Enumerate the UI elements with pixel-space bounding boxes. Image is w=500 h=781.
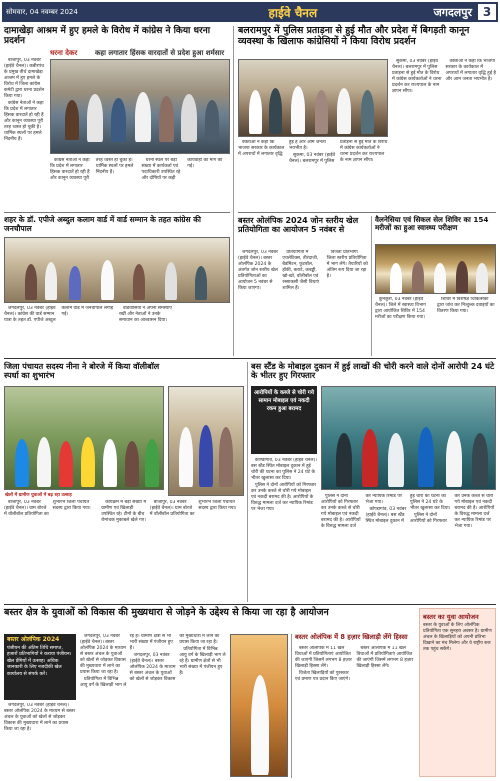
bottom-left-box [4, 634, 76, 700]
theft-para: कोण्डागांव, 03 नवंबर (हाईवे चैनल)। बस स्टैंड स्थित मोबाइल दुकान में हुई चोरी की घटना का पुलिस ने 24 घंटे के भीतर खुलासा कर दिया। [251, 458, 317, 481]
bastar-olympic-para: प्रतियोगिता में एथलेटिक्स, तीरंदाजी, बैडमिंटन, फुटबॉल, हॉकी, कराटे, कबड्डी, खो-खो, वॉलीबॉल एवं रस्साकसी जैसी विधाएं शामिल हैं। [282, 250, 320, 291]
bastar-olympic-para: विजेता प्रतिभागी जिला स्तरीय प्रतियोगिता में भाग लेंगे। तैयारियों को अंतिम रूप दिया जा रहा है। [326, 250, 368, 279]
sidebar-box [419, 608, 496, 777]
volleyball-photo [4, 386, 164, 490]
bottom-right-para: बस्तर ओलंपिक में 11 खेल विधाओं में प्रतियोगिताएं आयोजित की जाएंगी जिसमें लगभग 8 हज़ार खिलाड़ी हिस्सा लेंगे। [295, 646, 352, 669]
right-story-continuation [238, 140, 388, 210]
right-story-headline: बलरामपुर में पुलिस प्रताड़ना से हुई मौत और प्रदेश में बिगड़ती कानून व्यवस्था के खिलाफ कांग्रेसियों ने किया विरोध प्रदर्शन [238, 25, 470, 47]
theft-callout: आरोपियों के कब्जे से चोरी गये सामान मोबाइल एवं नकदी रकम हुआ बरामद [251, 386, 317, 454]
theft-para: पुलिस ने दोनों आरोपियों को गिरफ्तार कर उनके कब्जे से चोरी गये मोबाइल एवं नकदी बरामद की है। आरोपियों के विरुद्ध मामला दर्ज कर न्यायिक रिमांड पर भेजा गया। [410, 494, 495, 529]
health-camp-photo [375, 244, 496, 294]
volleyball-caption: खेलों में ग्रामीण युवाओं में बढ़ रहा उत्साह [4, 491, 164, 499]
shahar-story-headline: शहर के डॉ. एपीजे अब्दुल कलाम वार्ड में वार्ड सम्मान के तहत कांग्रेस की जनचौपाल [4, 215, 201, 233]
bottom-left-photo [230, 634, 288, 777]
right-story-body [392, 59, 496, 219]
volleyball-headline: जिला पंचायत सदस्य नीना ने बोरजे में किया वॉलीबॉल स्पर्धा का शुभारंभ [4, 362, 160, 381]
sidebar-box-text: बस्तर के युवाओं के लिए ओलंपिक प्रतियोगिता एक सुनहरा अवसर है। ग्रामीण अंचल के खिलाड़ियों को अपनी प्रतिभा दिखाने का मंच मिलेगा और वे राष्ट्रीय स्तर तक पहुंच सकेंगे। [423, 623, 492, 652]
bottom-left-box-title: बस्तर ओलंपिक 2024 [7, 636, 60, 643]
shahar-story-para: वार्डवासियों ने अपनी समस्याएं रखीं और नेताओं ने उनके समाधान का आश्वासन दिया। [119, 306, 172, 323]
right-story-para: वक्ताओं ने कहा कि भाजपा सरकार के कार्यकाल में अपराधों में लगातार वृद्धि हुई है और आम जनता भयभीत है। [445, 59, 496, 82]
left-story-continuation [50, 158, 230, 210]
shahar-story-para: जगदलपुर, 03 नवंबर (हाईवे चैनल)। कांग्रेस की वार्ड सम्मान यात्रा के तहत डॉ. एपीजे अब्दुल कलाम वार्ड में जनचौपाल लगाई गई। [4, 306, 113, 323]
health-camp-para: कुनकुरी, 03 नवंबर (हाईवे चैनल)। जिले में स्वास्थ्य विभाग द्वारा आयोजित शिविर में 154 मरीजों का परीक्षण किया गया। [375, 297, 426, 320]
bottom-left-headline: बस्तर क्षेत्र के युवाओं को विकास की मुख्यधारा से जोड़ने के उद्देश्य से किया जा रहा है आयोजन [4, 607, 329, 618]
left-story-para: कांग्रेस नेताओं ने कहा कि प्रदेश में लगातार हिंसक वारदातें हो रही हैं और कानून व्यवस्था पूरी तरह ध्वस्त हो चुकी है। धार्मिक स्थलों पर हमले निंदनीय हैं। [4, 101, 44, 142]
health-camp-body [375, 297, 496, 355]
left-story-para: कांग्रेस नेताओं ने कहा कि प्रदेश में लगातार हिंसक वारदातें हो रही हैं और कानून व्यवस्था पूरी तरह ध्वस्त हो चुकी है। धार्मिक स्थलों पर हमले निंदनीय हैं। [50, 158, 134, 181]
divider [4, 358, 496, 359]
bottom-left-body [80, 634, 226, 777]
volleyball-photo-2 [168, 386, 244, 496]
column-divider [233, 26, 234, 356]
divider [238, 212, 496, 213]
theft-para: पुलिस ने दोनों आरोपियों को गिरफ्तार कर उनके कब्जे से चोरी गये मोबाइल एवं नकदी बरामद की है। आरोपियों के विरुद्ध मामला दर्ज कर न्यायिक रिमांड पर भेजा गया। [251, 483, 317, 512]
column-divider [291, 634, 292, 778]
page-number: 3 [478, 4, 496, 20]
health-camp-headline: वैलनेसिया एवं सिकल सेल शिविर का 154 मरीजों का हुआ स्वास्थ्य परीक्षण [375, 215, 489, 233]
bottom-left-para: जगदलपुर, 03 नवंबर (हाईवे चैनल)। बस्तर ओलंपिक 2024 के माध्यम से बस्तर अंचल के युवाओं को खेलों से जोड़कर विकास की मुख्यधारा में लाने का प्रयास किया जा रहा है। [4, 703, 76, 732]
shahar-story-photo [4, 237, 230, 303]
edition-date: सोमवार, 04 नवम्बर 2024 [6, 7, 78, 16]
left-story-photo [50, 59, 230, 154]
right-story-para: वक्ताओं ने कहा कि भाजपा सरकार के कार्यकाल में अपराधों में लगातार वृद्धि हुई है और आम जनता भयभीत है। [238, 140, 326, 157]
left-story-para: धरना स्थल पर बड़ी संख्या में कार्यकर्ता एवं पदाधिकारी उपस्थित रहे और दोषियों पर कड़ी कार्यवाही की मांग की गई। [141, 158, 223, 181]
left-story-sub-left: धरना देकर [50, 49, 78, 57]
divider [4, 604, 496, 605]
bottom-left-para: प्रतियोगिता में विभिन्न आयु वर्ग के खिलाड़ी भाग ले रहे हैं। ग्रामीण क्षेत्रों से भी भारी संख्या में पंजीयन हुए हैं। [80, 634, 173, 688]
left-story-sub-right: कहा लगातार हिंसक वारदातों से प्रदेश हुआ शर्मसार [95, 49, 225, 57]
right-story-para: सुकमा, 03 नवंबर (हाईवे चैनल)। बलरामपुर में पुलिस प्रताड़ना से हुई मौत के विरोध में कांग्रेस कार्यकर्ताओं ने धरना प्रदर्शन कर राज्यपाल के नाम ज्ञापन सौंपा। [392, 59, 442, 94]
bastar-olympic-para: जगदलपुर, 03 नवंबर (हाईवे चैनल)। बस्तर ओलंपिक 2024 के अंतर्गत जोन स्तरीय खेल प्रतियोगिताओं का आयोजन 5 नवंबर से किया जाएगा। [238, 250, 278, 291]
theft-para: पुलिस ने दोनों आरोपियों को गिरफ्तार कर उनके कब्जे से चोरी गये मोबाइल एवं नकदी बरामद की है। आरोपियों के विरुद्ध मामला दर्ज कर न्यायिक रिमांड पर भेजा गया। [321, 494, 402, 529]
health-camp-para: शिविर में विशेषज्ञ चिकित्सकों द्वारा जांच कर निःशुल्क दवाइयों का वितरण किया गया। [437, 297, 495, 314]
edition-city: जगदलपुर [433, 5, 472, 19]
left-story-headline: दामाखेड़ा आश्रम में हुए हमले के विरोध में कांग्रेस ने किया धरना प्रदर्शन [4, 26, 211, 47]
bastar-olympic-body [238, 250, 368, 354]
right-story-photo [238, 59, 388, 137]
theft-body-col1 [251, 458, 317, 600]
theft-body-col2 [321, 494, 496, 600]
volleyball-body [4, 500, 244, 600]
bottom-left-box-text: पंजीयन की अंतिम तिथि समाप्त, हजारों प्रतिभागियों ने कराया पंजीयन। खेल प्रेमियों में उत्साह। अधिक जानकारी के लिए नजदीकी खेल कार्यालय से संपर्क करें। [7, 645, 72, 677]
column-divider [247, 362, 248, 602]
left-story-body [4, 58, 46, 233]
theft-photo [321, 386, 496, 490]
masthead [2, 2, 498, 22]
bottom-right-body [295, 646, 415, 777]
column-divider [371, 216, 372, 356]
volleyball-para: कार्यक्रम में बड़ी संख्या में ग्रामीण एवं खिलाड़ी उपस्थित रहे। टीमों के बीच रोमांचक मुकाबले खेले गए। [101, 500, 147, 523]
newspaper-brand: हाईवे चैनल [268, 5, 318, 20]
bastar-olympic-headline: बस्तर ओलंपिक 2024 जोन स्तरीय खेल प्रतियोगिता का आयोजन 5 नवंबर से [238, 216, 359, 235]
volleyball-para: बीजापुर, 03 नवंबर (हाईवे चैनल)। ग्राम बोरजे में वॉलीबॉल प्रतियोगिता का शुभारंभ जिला पंचायत सदस्य द्वारा किया गया। [149, 500, 237, 517]
shahar-story-body [4, 306, 230, 354]
bottom-left-para: जगदलपुर, 03 नवंबर (हाईवे चैनल)। बस्तर ओलंपिक 2024 के माध्यम से बस्तर अंचल के युवाओं को खेलों से जोड़कर विकास की मुख्यधारा में लाने का प्रयास किया जा रहा है। [80, 634, 126, 675]
bottom-right-headline: बस्तर ओलंपिक में 8 हज़ार खिलाड़ी लेंगे हिस्सा [295, 633, 408, 641]
bottom-right-para: बस्तर ओलंपिक में 11 खेल विधाओं में प्रतियोगिताएं आयोजित की जाएंगी जिसमें लगभग 8 हज़ार खिलाड़ी हिस्सा लेंगे। [356, 646, 414, 669]
bottom-left-para: जगदलपुर, 03 नवंबर (हाईवे चैनल)। बस्तर ओलंपिक 2024 के माध्यम से बस्तर अंचल के युवाओं को खेलों से जोड़कर विकास की मुख्यधारा में लाने का प्रयास किया जा रहा है। [129, 634, 220, 682]
sidebar-box-title: बस्तर का युवा आयोजन [423, 613, 479, 621]
bottom-right-para: विजेता खिलाड़ियों को पुरस्कार एवं प्रमाण पत्र प्रदान किए जाएंगे। [295, 671, 350, 682]
bottom-left-para: प्रतियोगिता में विभिन्न आयु वर्ग के खिलाड़ी भाग ले रहे हैं। ग्रामीण क्षेत्रों से भी भारी संख्या में पंजीयन हुए हैं। [179, 647, 226, 676]
left-story-para: बीजापुर, 03 नवंबर (हाईवे चैनल)। कबीरपंथ के प्रमुख तीर्थ दामाखेड़ा आश्रम में हुए हमले के विरोध में जिला कांग्रेस कमेटी द्वारा धरना प्रदर्शन किया गया। [4, 58, 45, 99]
volleyball-para: बीजापुर, 03 नवंबर (हाईवे चैनल)। ग्राम बोरजे में वॉलीबॉल प्रतियोगिता का शुभारंभ जिला पंचायत सदस्य द्वारा किया गया। [4, 500, 91, 517]
right-story-para: सुकमा, 03 नवंबर (हाईवे चैनल)। बलरामपुर में पुलिस प्रताड़ना से हुई मौत के विरोध में कांग्रेस कार्यकर्ताओं ने धरना प्रदर्शन कर राज्यपाल के नाम ज्ञापन सौंपा। [289, 140, 388, 164]
theft-headline: बस स्टैंड के मोबाइल दुकान में हुई लाखों की चोरी करने वाले दोनों आरोपी 24 घंटे के भीतर हुए गिरफ्तार [251, 361, 495, 381]
theft-para: कोण्डागांव, 03 नवंबर (हाईवे चैनल)। बस स्टैंड स्थित मोबाइल दुकान में हुई चोरी की घटना का पुलिस ने 24 घंटे के भीतर खुलासा कर दिया। [365, 494, 451, 524]
divider [4, 212, 230, 213]
bottom-left-body-col1 [4, 703, 76, 777]
